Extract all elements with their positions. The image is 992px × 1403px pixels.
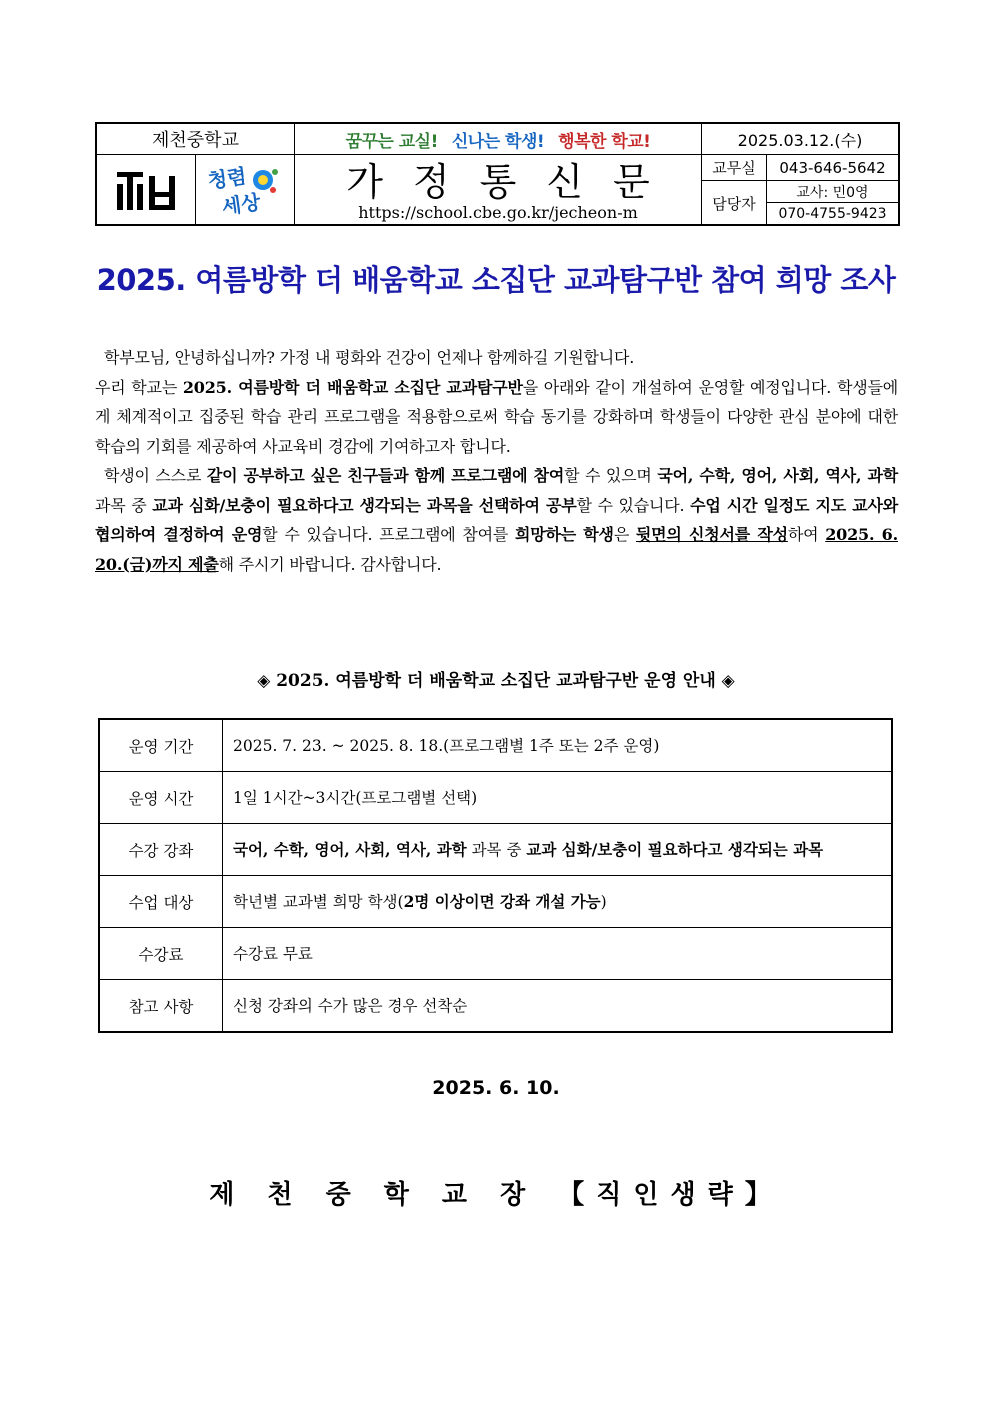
row-value: 2025. 7. 23. ~ 2025. 8. 18.(프로그램별 1주 또는 2주 운영) bbox=[223, 719, 893, 772]
row-key: 참고 사항 bbox=[99, 980, 223, 1033]
principal-signature: 제 천 중 학 교 장 【직인생략】 bbox=[209, 1180, 783, 1210]
row-key: 운영 기간 bbox=[99, 719, 223, 772]
teacher-name: 교사: 민0영 bbox=[796, 185, 869, 201]
table-row bbox=[99, 772, 892, 824]
office-label: 교무실 bbox=[712, 159, 756, 177]
table-row bbox=[99, 824, 892, 876]
integrity-logo-icon bbox=[203, 160, 287, 220]
document-title: 2025. 여름방학 더 배움학교 소집단 교과탐구반 참여 희망 조사 bbox=[96, 263, 896, 297]
row-value: 신청 강좌의 수가 많은 경우 선착순 bbox=[223, 980, 893, 1033]
office-phone: 043-646-5642 bbox=[779, 158, 886, 177]
row-key: 수강료 bbox=[99, 928, 223, 980]
issue-date: 2025. 6. 10. bbox=[432, 1077, 560, 1099]
school-logo-icon bbox=[111, 162, 181, 218]
svg-text:청렴: 청렴 bbox=[206, 163, 248, 193]
school-logo bbox=[97, 155, 195, 225]
motto-2: 신나는 학생! bbox=[451, 131, 545, 152]
table-row bbox=[99, 876, 892, 928]
section-title: ◈ 2025. 여름방학 더 배움학교 소집단 교과탐구반 운영 안내 ◈ bbox=[257, 671, 735, 691]
motto-3: 행복한 학교! bbox=[558, 131, 651, 152]
greeting-paragraph: 학부모님, 안녕하십니까? 가정 내 평화와 건강이 언제나 함께하길 기원합니다. bbox=[104, 348, 635, 367]
row-key: 운영 시간 bbox=[99, 772, 223, 824]
school-motto bbox=[295, 124, 701, 154]
table-row bbox=[99, 980, 892, 1033]
newsletter-title: 가정통신문 bbox=[346, 159, 680, 204]
teacher-phone: 070-4755-9423 bbox=[778, 206, 887, 222]
table-row bbox=[99, 719, 892, 772]
row-key: 수강 강좌 bbox=[99, 824, 223, 876]
row-value: 학년별 교과별 희망 학생(2명 이상이면 강좌 개설 가능) bbox=[223, 876, 893, 928]
body-text bbox=[95, 343, 898, 579]
header-date: 2025.03.12.(수) bbox=[737, 130, 863, 150]
row-key: 수업 대상 bbox=[99, 876, 223, 928]
intro-paragraph: 우리 학교는 2025. 여름방학 더 배움학교 소집단 교과탐구반을 아래와 같이 개설하여 운영할 예정입니다. 학생들에게 체계적이고 집중된 학습 관리 프로그램을 적용함으로써 학습 동기를 강화하며 학생들이 다양한 관심 분야에 대한 학습의 기회를 제공하여 사교육비 경감에 기여하고자 합니다. bbox=[95, 377, 898, 456]
motto-1: 꿈꾸는 교실! bbox=[345, 131, 438, 152]
row-value: 수강료 무료 bbox=[223, 928, 893, 980]
charge-label: 담당자 bbox=[712, 194, 756, 213]
svg-text:세상: 세상 bbox=[220, 189, 262, 219]
newsletter-header bbox=[95, 122, 900, 226]
row-value: 1일 1시간~3시간(프로그램별 선택) bbox=[223, 772, 893, 824]
guide-paragraph: 학생이 스스로 같이 공부하고 싶은 친구들과 함께 프로그램에 참여할 수 있으며 국어, 수학, 영어, 사회, 역사, 과학 과목 중 교과 심화/보충이 필요하다고 생각되는 과목을 선택하여 공부할 수 있습니다. 수업 시간 일정도 지도 교사와 협의하여 결정하여 운영할 수 있습니다. 프로그램에 참여를 희망하는 학생은 뒷면의 신청서를 작성하여 2025. 6. 20.(금)까지 제출해 주시기 바랍니다. 감사합니다. bbox=[95, 466, 898, 574]
school-url[interactable]: https://school.cbe.go.kr/jecheon-m bbox=[358, 202, 638, 222]
row-value: 국어, 수학, 영어, 사회, 역사, 과학 과목 중 교과 심화/보충이 필요하다고 생각되는 과목 bbox=[223, 824, 893, 876]
table-row bbox=[99, 928, 892, 980]
school-name: 제천중학교 bbox=[152, 130, 239, 151]
integrity-logo bbox=[196, 155, 294, 225]
info-table bbox=[98, 718, 893, 1033]
